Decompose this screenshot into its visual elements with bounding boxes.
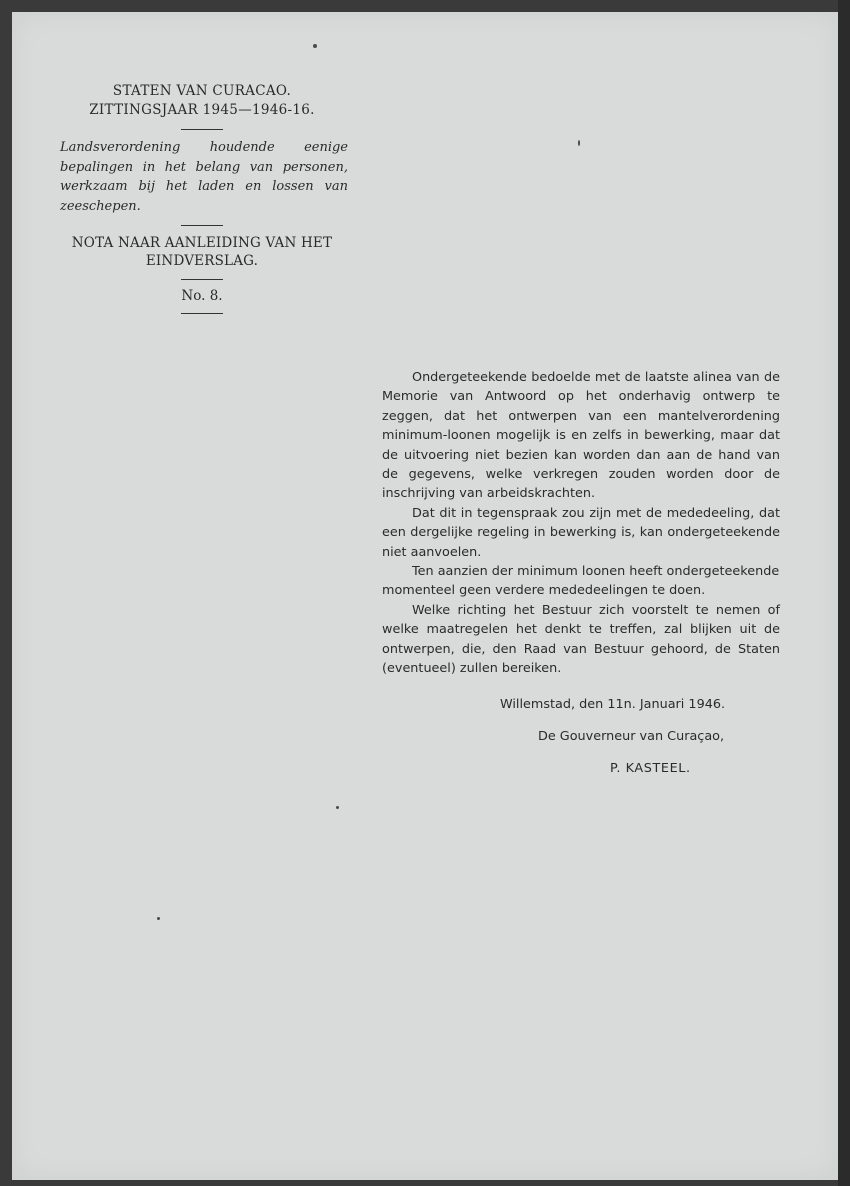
divider xyxy=(181,225,223,226)
header-session: ZITTINGSJAAR 1945—1946-16. xyxy=(89,102,315,118)
nota-heading: NOTA NAAR AANLEIDING VAN HET EINDVERSLAG. xyxy=(71,235,333,269)
paper-speck xyxy=(578,140,580,146)
paragraph: Ten aanzien der minimum loonen heeft ondergeteekende momenteel geen verdere mededeelingen te doen. xyxy=(382,564,780,599)
header-title: STATEN VAN CURACAO. xyxy=(112,83,292,99)
ordinance-title: Landsverordening houdende eenige bepalingen in het belang van personen, werkzaam bij het laden en lossen van zeeschepen. xyxy=(60,140,348,214)
divider xyxy=(181,279,223,280)
scan-border xyxy=(838,0,850,1186)
divider xyxy=(181,129,223,130)
signature-name: P. KASTEEL. xyxy=(610,760,691,776)
paragraph: Dat dit in tegenspraak zou zijn met de mededeeling, dat een dergelijke regeling in bewerking is, kan ondergeteekende niet aanvoelen. xyxy=(382,505,780,560)
signatory-title: De Gouverneur van Curaçao, xyxy=(538,728,725,744)
paper-speck xyxy=(336,806,339,809)
document-body xyxy=(382,368,780,785)
paper-speck xyxy=(313,44,317,48)
paragraph: Ondergeteekende bedoelde met de laatste alinea van de Memorie van Antwoord op het onderhavig ontwerp te zeggen, dat het ontwerpen van een mantelverordening minimum-loonen mogelijk is en zelfs in bewerking, maar dat de uitvoering niet bezien kan worden dan aan de hand van de gegevens, welke verkregen zouden worden door de inschrijving van arbeidskrachten. xyxy=(382,370,780,502)
document-number: No. 8. xyxy=(181,288,223,304)
paper-speck xyxy=(157,917,160,920)
paragraph: Welke richting het Bestuur zich voorstelt te nemen of welke maatregelen het denkt te treffen, zal blijken uit de ontwerpen, die, den Raad van Bestuur gehoord, de Staten (eventueel) zullen bereiken. xyxy=(382,602,780,677)
closing-block xyxy=(382,689,780,785)
divider xyxy=(181,313,223,314)
document-header xyxy=(52,82,352,322)
place-date: Willemstad, den 11n. Januari 1946. xyxy=(500,696,726,712)
